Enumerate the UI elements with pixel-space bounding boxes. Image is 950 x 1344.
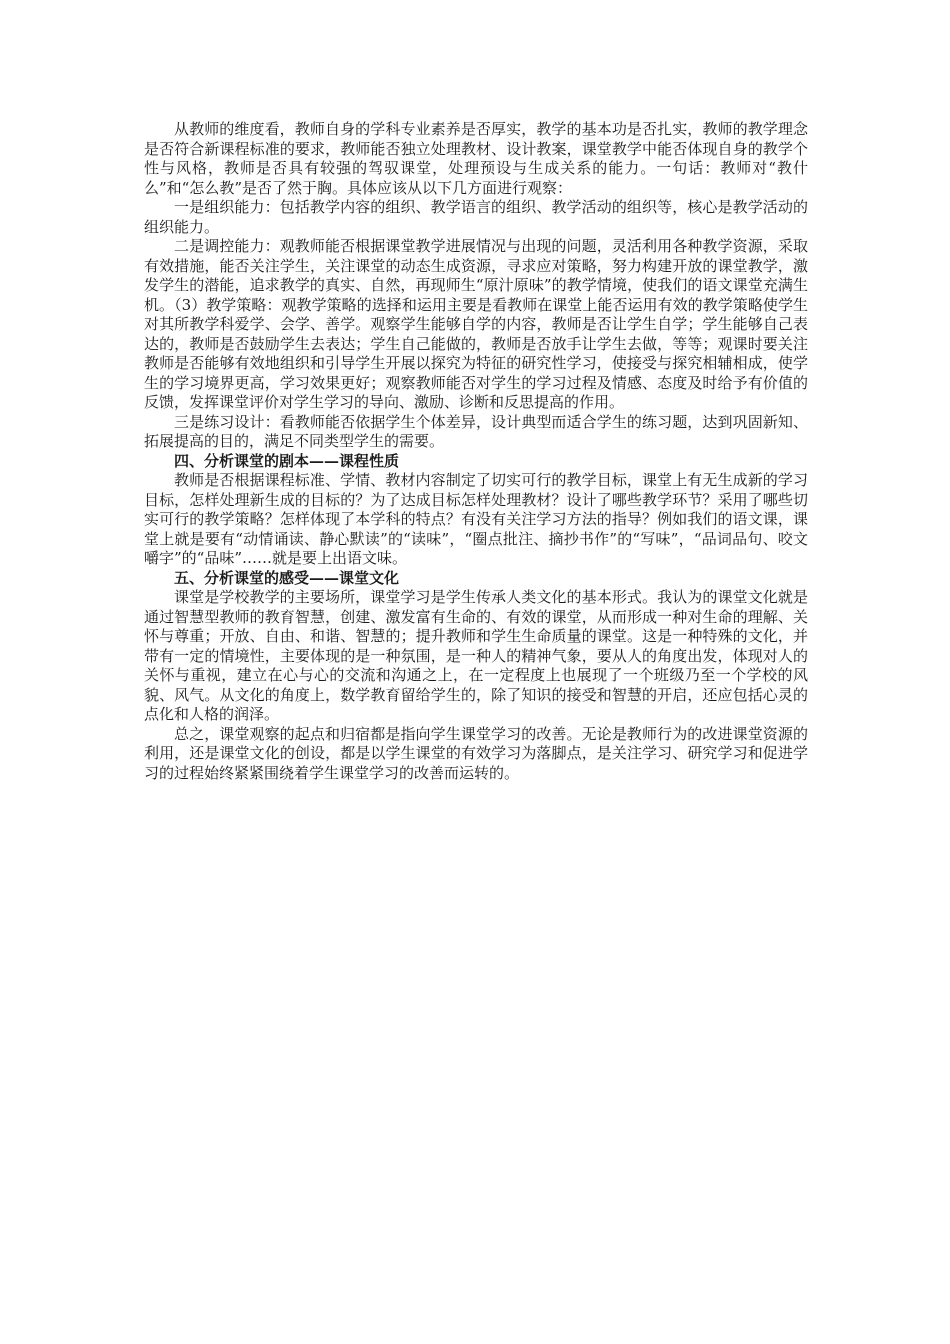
paragraph-control-ability: 二是调控能力：观教师能否根据课堂教学进展情况与出现的问题，灵活利用各种教学资源，采取有效措施，能否关注学生，关注课堂的动态生成资源，寻求应对策略，努力构建开放的课堂教学，激发学生的潜能，追求教学的真实、自然，再现师生“原汁原味”的教学情境，使我们的语文课堂充满生机。（3）教学策略：观教学策略的选择和运用主要是看教师在课堂上能否运用有效的教学策略使学生对其所教学科爱学、会学、善学。观察学生能够自学的内容，教师是否让学生自学；学生能够自己表达的，教师是否鼓励学生去表达；学生自己能做的，教师是否放手让学生去做，等等；观课时要关注教师是否能够有效地组织和引导学生开展以探究为特征的研究性学习，使接受与探究相辅相成，使学生的学习境界更高，学习效果更好；观察教师能否对学生的学习过程及情感、态度及时给予有价值的反馈，发挥课堂评价对学生学习的导向、激励、诊断和反思提高的作用。 <box>144 237 808 411</box>
section-heading-script: 四、分析课堂的剧本——课程性质 <box>174 451 400 470</box>
paragraph-organization-ability: 一是组织能力：包括教学内容的组织、教学语言的组织、教学活动的组织等，核心是教学活动的组织能力。 <box>144 198 808 236</box>
paragraph-conclusion: 总之，课堂观察的起点和归宿都是指向学生课堂学习的改善。无论是教师行为的改进课堂资源的利用，还是课堂文化的创设，都是以学生课堂的有效学习为落脚点，是关注学习、研究学习和促进学习的过程始终紧紧围绕着学生课堂学习的改善而运转的。 <box>144 724 808 782</box>
document-body <box>144 120 808 783</box>
paragraph-teacher-dimension: 从教师的维度看，教师自身的学科专业素养是否厚实，教学的基本功是否扎实，教师的教学理念是否符合新课程标准的要求，教师能否独立处理教材、设计教案，课堂教学中能否体现自身的教学个性与风格，教师是否具有较强的驾驭课堂，处理预设与生成关系的能力。一句话：教师对“教什么”和“怎么教”是否了然于胸。具体应该从以下几方面进行观察： <box>144 120 808 197</box>
paragraph-curriculum: 教师是否根据课程标准、学情、教材内容制定了切实可行的教学目标，课堂上有无生成新的学习目标，怎样处理新生成的目标的？为了达成目标怎样处理教材？设计了哪些教学环节？采用了哪些切实可行的教学策略？怎样体现了本学科的特点？有没有关注学习方法的指导？例如我们的语文课，课堂上就是要有“动情诵读、静心默读”的“读味”，“圈点批注、摘抄书作”的“写味”，“品词品句、咬文嚼字”的“品味”……就是要上出语文味。 <box>144 471 808 567</box>
paragraph-classroom-culture: 课堂是学校教学的主要场所，课堂学习是学生传承人类文化的基本形式。我认为的课堂文化就是通过智慧型教师的教育智慧，创建、激发富有生命的、有效的课堂，从而形成一种对生命的理解、关怀与尊重；开放、自由、和谐、智慧的；提升教师和学生生命质量的课堂。这是一种特殊的文化，并带有一定的情境性，主要体现的是一种氛围，是一种人的精神气象，要从人的角度出发，体现对人的关怀与重视，建立在心与心的交流和沟通之上，在一定程度上也展现了一个班级乃至一个学校的风貌、风气。从文化的角度上，数学教育留给学生的，除了知识的接受和智慧的开启，还应包括心灵的点化和人格的润泽。 <box>144 588 808 723</box>
section-heading-culture: 五、分析课堂的感受——课堂文化 <box>174 568 400 587</box>
paragraph-exercise-design: 三是练习设计：看教师能否依据学生个体差异，设计典型而适合学生的练习题，达到巩固新知、拓展提高的目的，满足不同类型学生的需要。 <box>144 412 808 450</box>
